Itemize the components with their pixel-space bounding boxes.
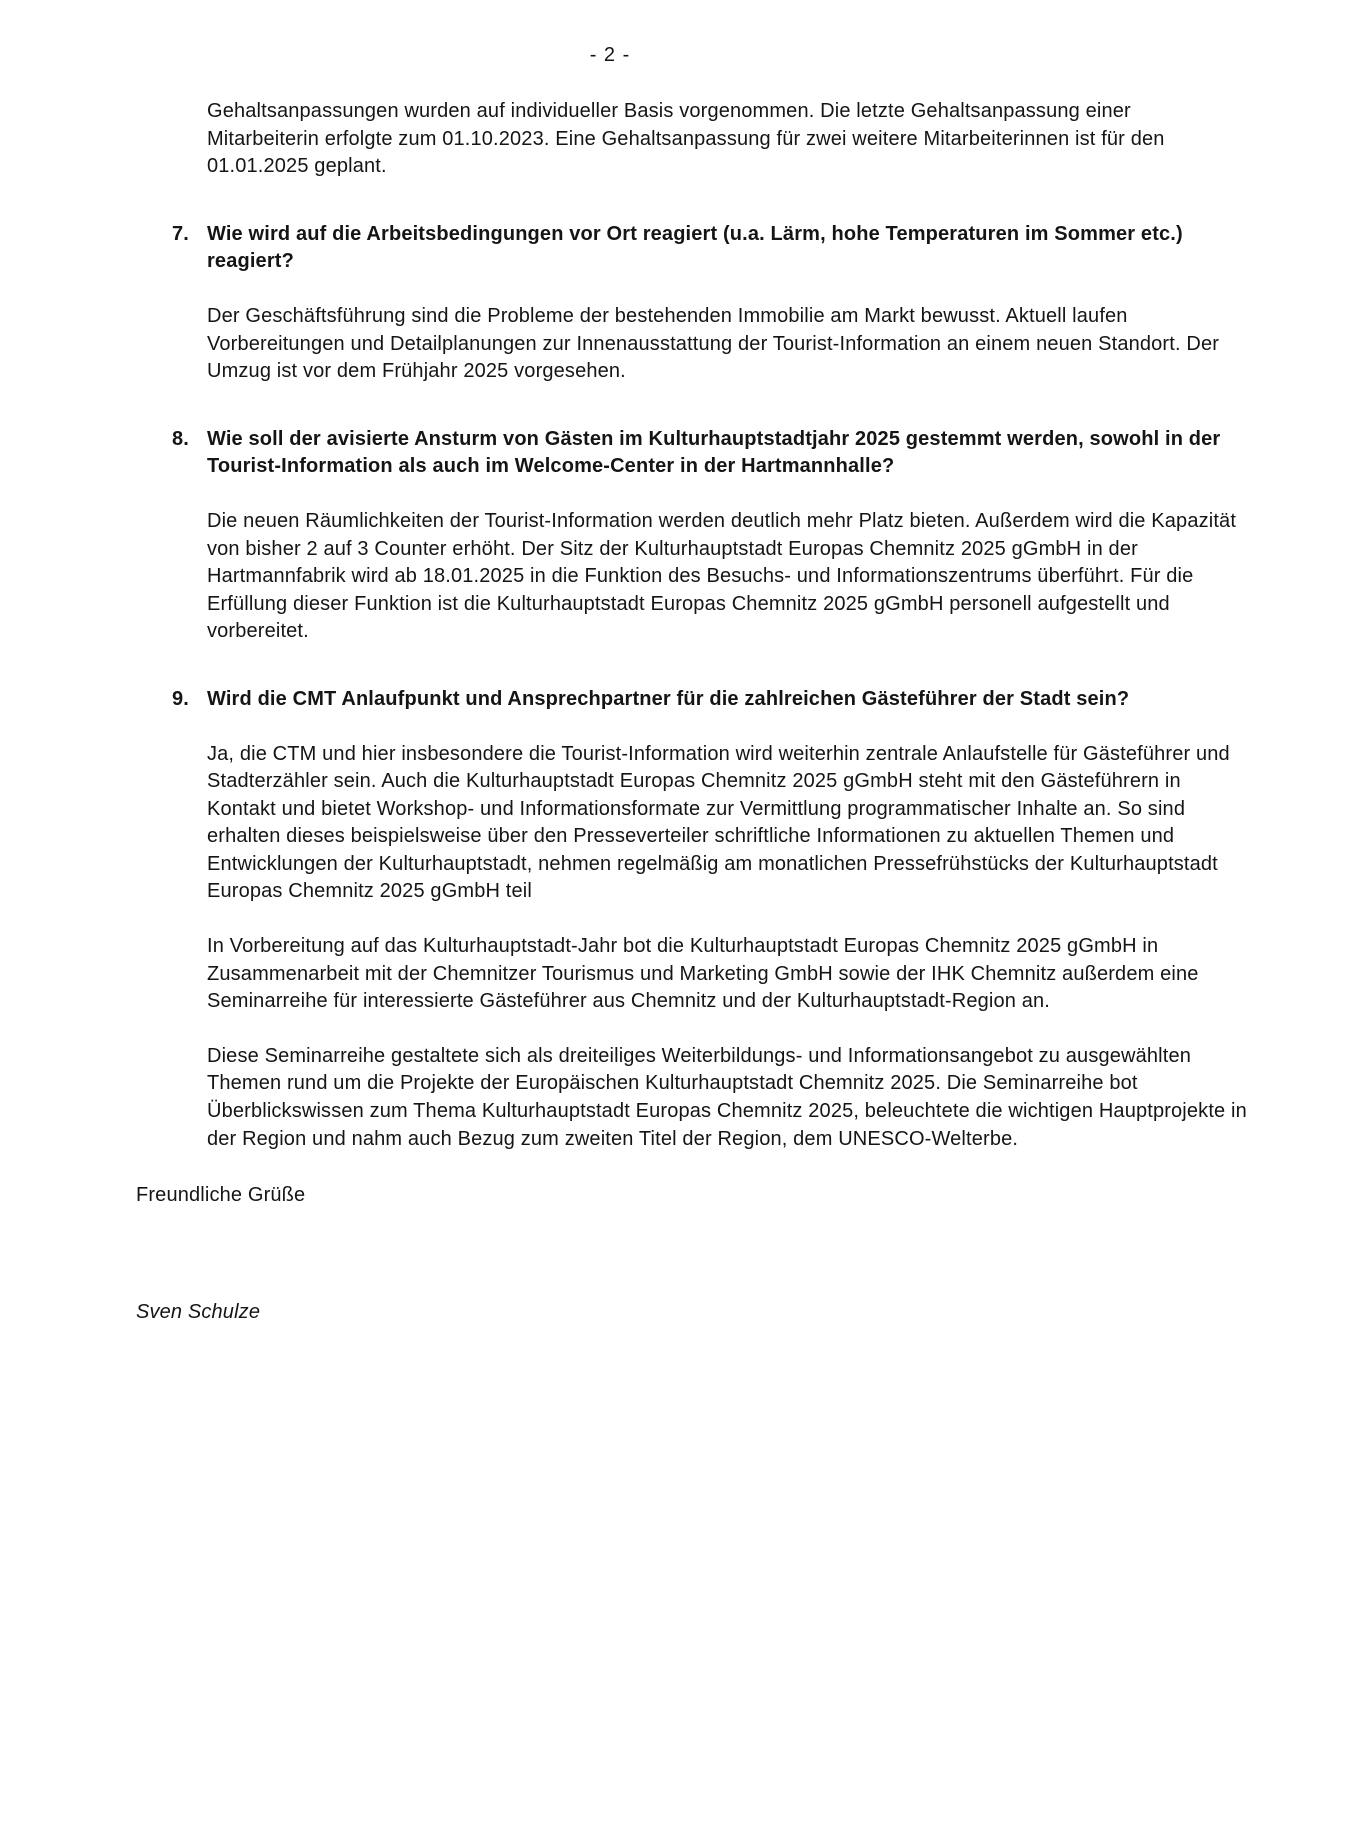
signature-text: Sven Schulze: [136, 1300, 261, 1323]
question-text: Wird die CMT Anlaufpunkt und Ansprechpartner für die zahlreichen Gästeführer der Stadt sein?: [207, 687, 1130, 710]
question-heading: [172, 426, 1247, 481]
question-heading: [172, 686, 1247, 714]
answer-paragraph: Der Geschäftsführung sind die Probleme der bestehenden Immobilie am Markt bewusst. Aktuell laufen Vorbereitungen und Detailplanungen zur Innenausstattung der Tourist-Information an einem neuen Standort. Der Umzug ist vor dem Frühjahr 2025 vorgesehen.: [207, 304, 1220, 383]
letter-body: [0, 98, 1366, 1326]
question-block-7: [0, 221, 1366, 386]
question-number: 9.: [172, 687, 189, 710]
question-block-8: [0, 426, 1366, 646]
question-text: Wie wird auf die Arbeitsbedingungen vor Ort reagiert (u.a. Lärm, hohe Temperaturen im Sommer etc.) reagiert?: [207, 222, 1183, 273]
page-number: [0, 0, 1220, 67]
closing-text: Freundliche Grüße: [136, 1184, 306, 1207]
intro-paragraph: Gehaltsanpassungen wurden auf individueller Basis vorgenommen. Die letzte Gehaltsanpassung einer Mitarbeiterin erfolgte zum 01.10.2023. Eine Gehaltsanpassung für zwei weitere Mitarbeiterinnen ist für den 01.01.2025 geplant.: [207, 100, 1165, 178]
answer-paragraph: Die neuen Räumlichkeiten der Tourist-Information werden deutlich mehr Platz bieten. Außerdem wird die Kapazität von bisher 2 auf 3 Counter erhöht. Der Sitz der Kulturhauptstadt Europas Chemnitz 2025 gGmbH in der Hartmannfabrik wird ab 18.01.2025 in die Funktion des Besuchs- und Informationszentrums überführt. Für die Erfüllung dieser Funktion ist die Kulturhauptstadt Europas Chemnitz 2025 gGmbH personell aufgestellt und vorbereitet.: [207, 509, 1237, 643]
answer-paragraph: Ja, die CTM und hier insbesondere die Tourist-Information wird weiterhin zentrale Anlaufstelle für Gästeführer und Stadterzähler sein. Auch die Kulturhauptstadt Europas Chemnitz 2025 gGmbH steht mit den Gästeführern in Kontakt und bietet Workshop- und Informationsformate zur Vermittlung programmatischer Inhalte an. So sind erhalten dieses beispielsweise über den Presseverteiler schriftliche Informationen zu aktuellen Themen und Entwicklungen der Kulturhauptstadt, nehmen regelmäßig am monatlichen Pressefrühstücks der Kulturhauptstadt Europas Chemnitz 2025 gGmbH teil: [207, 742, 1230, 903]
answer-paragraph: Diese Seminarreihe gestaltete sich als dreiteiliges Weiterbildungs- und Informationsangebot zu ausgewählten Themen rund um die Projekte der Europäischen Kulturhauptstadt Chemnitz 2025. Die Seminarreihe bot Überblickswissen zum Thema Kulturhauptstadt Europas Chemnitz 2025, beleuchtete die wichtigen Hauptprojekte in der Region und nahm auch Bezug zum zweiten Titel der Region, dem UNESCO-Welterbe.: [207, 1044, 1247, 1150]
question-text: Wie soll der avisierte Ansturm von Gästen im Kulturhauptstadtjahr 2025 gestemmt werden, sowohl in der Tourist-Information als auch im Welcome-Center in der Hartmannhalle?: [207, 427, 1221, 478]
page-number-label: - 2 -: [589, 44, 631, 66]
question-heading: [172, 221, 1247, 276]
answer-paragraph: In Vorbereitung auf das Kulturhauptstadt-Jahr bot die Kulturhauptstadt Europas Chemnitz 2025 gGmbH in Zusammenarbeit mit der Chemnitzer Tourismus und Marketing GmbH sowie der IHK Chemnitz außerdem eine Seminarreihe für interessierte Gästeführer aus Chemnitz und der Kulturhauptstadt-Region an.: [207, 935, 1199, 1013]
question-number: 8.: [172, 427, 189, 450]
question-number: 7.: [172, 222, 189, 245]
question-block-9: [0, 686, 1366, 1153]
